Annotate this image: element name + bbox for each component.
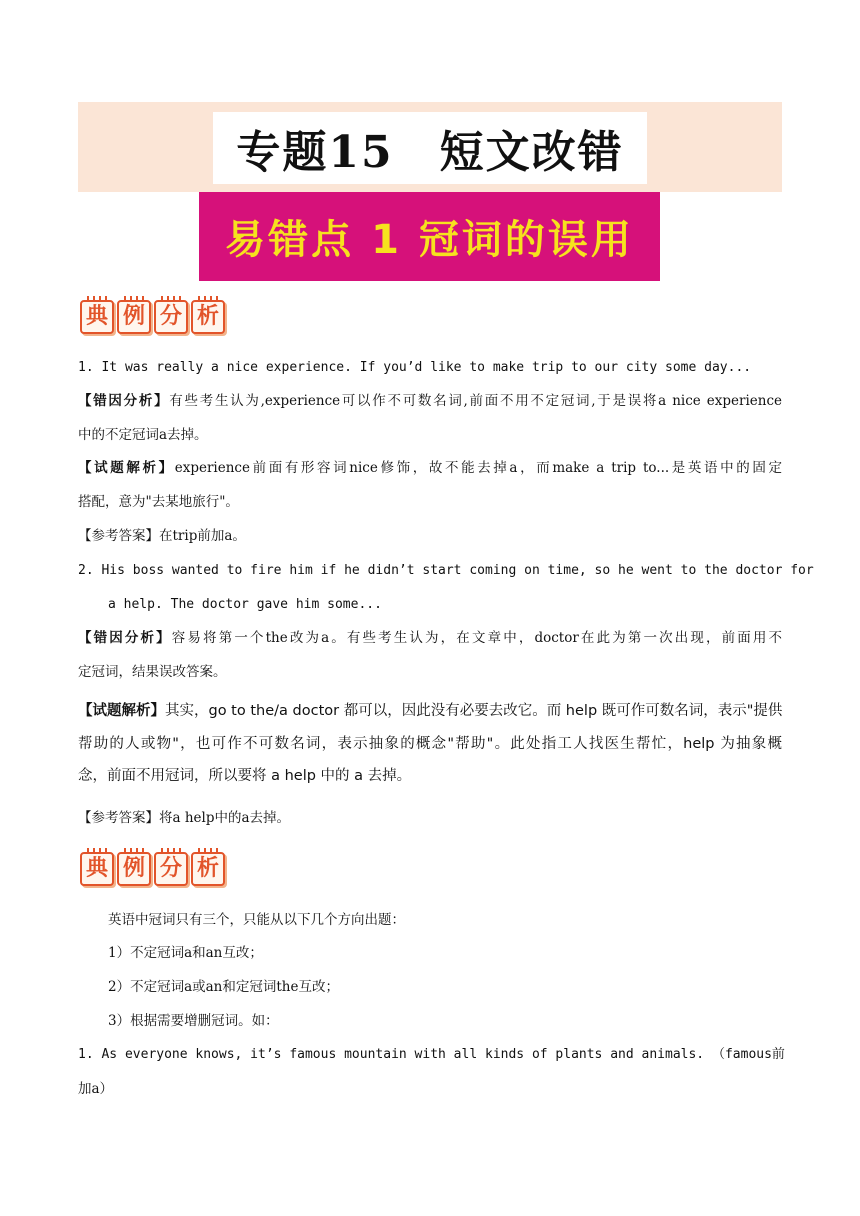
text: 将a help中的a去掉。	[159, 810, 291, 826]
title-box	[213, 112, 647, 184]
text: 容易将第一个the改为a。有些考生认为，在文章中，doctor在此为第一次出现，前面用不	[171, 630, 783, 646]
badge-char: 析	[191, 852, 225, 886]
label: 【试题解析】	[78, 460, 175, 476]
label: 【错因分析】	[78, 630, 172, 646]
badge-char: 例	[117, 300, 151, 334]
example-analysis-badge-2	[80, 852, 225, 886]
q2-explanation-end: 念，前面不用冠词，所以要将 a help 中的 a 去掉。	[78, 768, 412, 784]
badge-char: 例	[117, 852, 151, 886]
q2-explanation	[78, 702, 782, 720]
label: 【参考答案】	[78, 528, 159, 544]
page-title: 专题15 短文改错	[236, 127, 624, 178]
q2-error-analysis	[78, 629, 782, 647]
q2-error-analysis-cont: 定冠词，结果误改答案。	[78, 664, 227, 680]
q2-explanation-cont: 帮助的人或物"，也可作不可数名词，表示抽象的概念"帮助"。此处指工人找医生帮忙，help 为抽象概	[78, 736, 782, 752]
badge-char: 析	[191, 300, 225, 334]
q1-explanation	[78, 459, 782, 477]
question-2: 2. His boss wanted to fire him if he didn’t start coming on time, so he went to the doctor for	[78, 563, 814, 578]
rule-item-3: 3）根据需要增删冠词。如：	[108, 1013, 279, 1029]
example-1-cont: 加a）	[78, 1081, 114, 1097]
q1-error-analysis	[78, 392, 782, 410]
q1-error-analysis-cont: 中的不定冠词a去掉。	[78, 427, 208, 443]
rule-item-1: 1）不定冠词a和an互改；	[108, 945, 263, 961]
q1-explanation-cont: 搭配，意为"去某地旅行"。	[78, 494, 239, 510]
q1-answer	[78, 527, 246, 545]
q2-answer	[78, 809, 290, 827]
text: 在trip前加a。	[159, 528, 246, 544]
example-analysis-badge	[80, 300, 225, 334]
text: 有些考生认为,experience可以作不可数名词,前面不用不定冠词,于是误将a nice experience	[169, 393, 783, 409]
text: 其实，go to the/a doctor 都可以，因此没有必要去改它。而 help 既可作可数名词，表示"提供	[165, 703, 783, 719]
badge-char: 典	[80, 300, 114, 334]
label: 【参考答案】	[78, 810, 159, 826]
page-subtitle: 易错点 1 冠词的误用	[225, 217, 634, 263]
label: 【错因分析】	[78, 393, 170, 409]
badge-char: 典	[80, 852, 114, 886]
badge-char: 分	[154, 300, 188, 334]
subtitle-banner	[199, 192, 660, 281]
badge-char: 分	[154, 852, 188, 886]
text: experience前面有形容词nice修饰，故不能去掉a，而make a trip to...是英语中的固定	[174, 460, 782, 476]
example-1: 1. As everyone knows, it’s famous mountain with all kinds of plants and animals. （famous前	[78, 1047, 785, 1062]
rule-item-2: 2）不定冠词a或an和定冠词the互改；	[108, 979, 339, 995]
section2-intro: 英语中冠词只有三个，只能从以下几个方向出题：	[108, 912, 405, 928]
question-1: 1. It was really a nice experience. If you’d like to make trip to our city some day...	[78, 360, 752, 375]
label: 【试题解析】	[78, 703, 165, 719]
question-2-cont: a help. The doctor gave him some...	[108, 597, 382, 612]
